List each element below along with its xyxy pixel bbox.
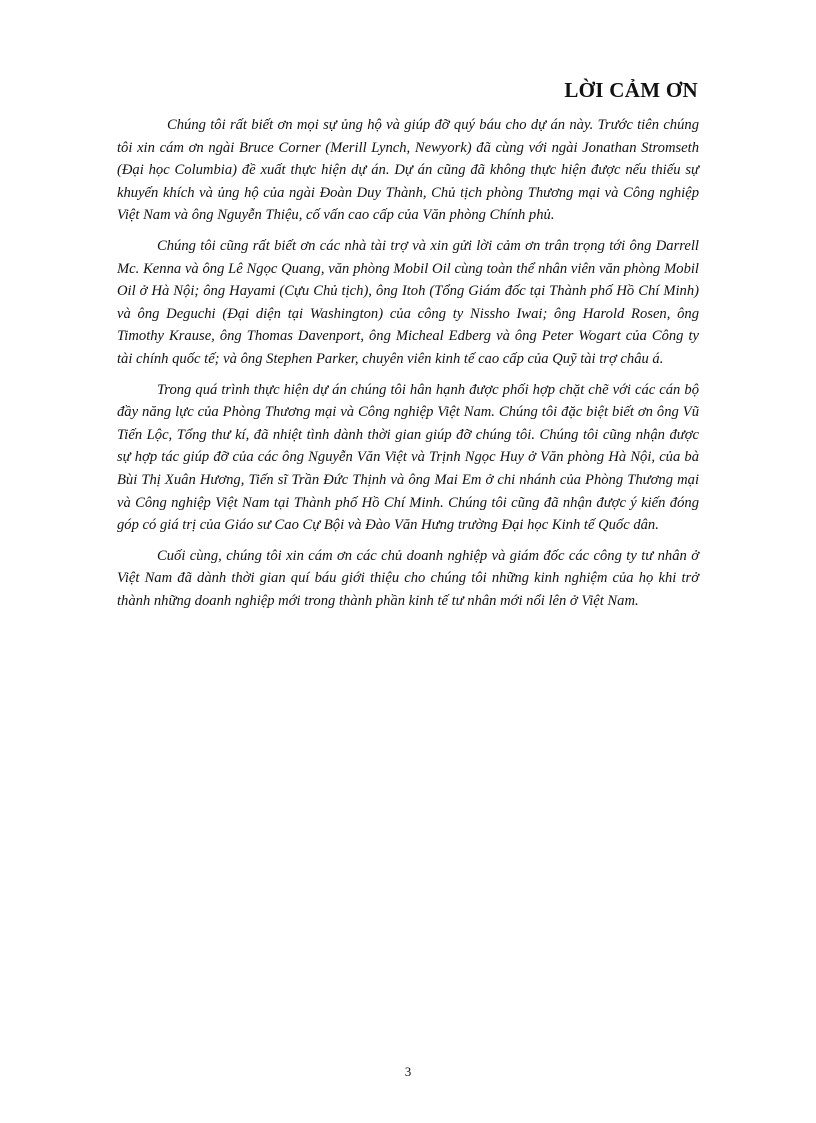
paragraph-2: Chúng tôi cũng rất biết ơn các nhà tài trợ và xin gửi lời cảm ơn trân trọng tới ông Darrell Mc. Kenna và ông Lê Ngọc Quang, văn phòng Mobil Oil cùng toàn thể nhân viên văn phòng Mobil Oil ở Hà Nội; ông Hayami (Cựu Chủ tịch), ông Itoh (Tổng Giám đốc tại Thành phố Hồ Chí Minh) và ông Deguchi (Đại diện tại Washington) của công ty Nissho Iwai; ông Harold Rosen, ông Timothy Krause, ông Thomas Davenport, ông Micheal Edberg và ông Peter Wogart của Công ty tài chính quốc tế; và ông Stephen Parker, chuyên viên kinh tế cao cấp của Quỹ tài trợ châu á.	[117, 237, 699, 367]
paragraph-1: Chúng tôi rất biết ơn mọi sự ủng hộ và giúp đỡ quý báu cho dự án này. Trước tiên chúng tôi xin cám ơn ngài Bruce Corner (Merill Lynch, Newyork) đã cùng với ngài Jonathan Stromseth (Đại học Columbia) đề xuất thực hiện dự án. Dự án cũng đã không thực hiện được nếu thiếu sự khuyến khích và ủng hộ của ngài Đoàn Duy Thành, Chủ tịch phòng Thương mại và Công nghiệp Việt Nam và ông Nguyễn Thiệu, cố vấn cao cấp của Văn phòng Chính phủ.	[117, 117, 699, 224]
paragraph-3: Trong quá trình thực hiện dự án chúng tôi hân hạnh được phối hợp chặt chẽ với các cán bộ đầy năng lực của Phòng Thương mại và Công nghiệp Việt Nam. Chúng tôi đặc biệt biết ơn ông Vũ Tiến Lộc, Tổng thư kí, đã nhiệt tình dành thời gian giúp đỡ chúng tôi. Chúng tôi cũng nhận được sự hợp tác giúp đỡ của các ông Nguyễn Văn Việt và Trịnh Ngọc Huy ở Văn phòng Hà Nội, của bà Bùi Thị Xuân Hương, Tiến sĩ Trần Đức Thịnh và ông Mai Em ở chi nhánh của Phòng Thương mại và Công nghiệp Việt Nam tại Thành phố Hồ Chí Minh. Chúng tôi cũng đã nhận được ý kiến đóng góp có giá trị của Giáo sư Cao Cự Bội và Đào Văn Hưng trường Đại học Kinh tế Quốc dân.	[117, 381, 699, 534]
paragraph-4: Cuối cùng, chúng tôi xin cám ơn các chủ doanh nghiệp và giám đốc các công ty tư nhân ở Việt Nam đã dành thời gian quí báu giới thiệu cho chúng tôi những kinh nghiệm của họ khi trở thành những doanh nghiệp mới trong thành phần kinh tế tư nhân mới nổi lên ở Việt Nam.	[117, 547, 699, 609]
acknowledgements-body	[117, 114, 699, 620]
page-title: LỜI CẢM ƠN	[564, 78, 698, 102]
page-number: 3	[404, 1064, 412, 1079]
